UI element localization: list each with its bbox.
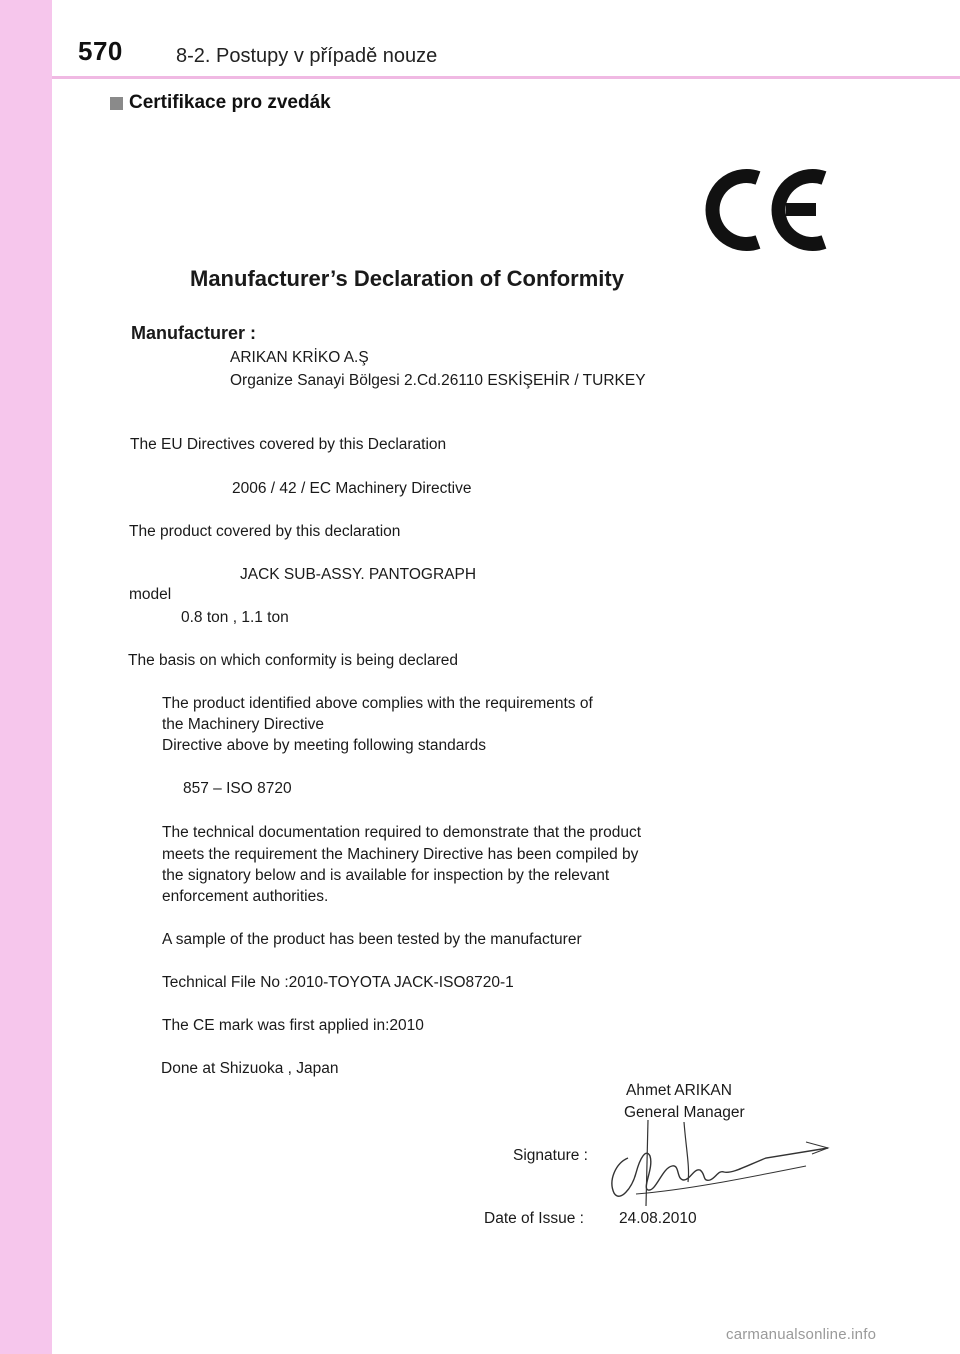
signatory-title: General Manager <box>624 1104 745 1121</box>
declaration-title: Manufacturer’s Declaration of Conformity <box>190 266 624 291</box>
section-heading <box>110 92 331 114</box>
done-at: Done at Shizuoka , Japan <box>161 1060 339 1077</box>
tech-doc-line: meets the requirement the Machinery Directive has been compiled by <box>162 846 639 863</box>
manufacturer-name: ARIKAN KRİKO A.Ş <box>230 349 369 366</box>
chapter-title: 8-2. Postupy v případě nouze <box>176 45 438 67</box>
section-title: Certifikace pro zvedák <box>129 92 331 113</box>
square-bullet-icon <box>110 97 123 110</box>
basis-line: The product identified above complies with the requirements of <box>162 695 593 712</box>
header-divider <box>52 76 960 79</box>
product-name: JACK SUB-ASSY. PANTOGRAPH <box>240 566 477 583</box>
model-label: model <box>129 586 172 603</box>
standard: 857 – ISO 8720 <box>183 780 292 797</box>
signatory-name: Ahmet ARIKAN <box>626 1082 732 1099</box>
signature-label: Signature : <box>513 1147 588 1164</box>
product-label: The product covered by this declaration <box>129 523 401 540</box>
page-sidebar-strip <box>0 0 52 1354</box>
ce-mark-icon <box>700 160 830 260</box>
tech-doc-line: The technical documentation required to demonstrate that the product <box>162 824 642 841</box>
directive: 2006 / 42 / EC Machinery Directive <box>232 480 472 497</box>
ce-mark-applied: The CE mark was first applied in:2010 <box>162 1017 424 1034</box>
sample-tested: A sample of the product has been tested by the manufacturer <box>162 931 582 948</box>
manufacturer-address: Organize Sanayi Bölgesi 2.Cd.26110 ESKİŞEHİR / TURKEY <box>230 372 646 389</box>
basis-label: The basis on which conformity is being declared <box>128 652 458 669</box>
basis-line: Directive above by meeting following standards <box>162 737 486 754</box>
date-label: Date of Issue : <box>484 1210 584 1227</box>
technical-file: Technical File No :2010-TOYOTA JACK-ISO8720-1 <box>162 974 514 991</box>
basis-line: the Machinery Directive <box>162 716 324 733</box>
page-number: 570 <box>78 36 123 66</box>
handwritten-signature <box>606 1118 830 1208</box>
directives-label: The EU Directives covered by this Declaration <box>130 436 447 453</box>
date-value: 24.08.2010 <box>619 1210 697 1227</box>
model-values: 0.8 ton , 1.1 ton <box>181 609 289 626</box>
manufacturer-label: Manufacturer : <box>131 323 257 343</box>
tech-doc-line: enforcement authorities. <box>162 888 329 905</box>
tech-doc-line: the signatory below and is available for inspection by the relevant <box>162 867 610 884</box>
watermark-text: carmanualsonline.info <box>726 1326 877 1343</box>
